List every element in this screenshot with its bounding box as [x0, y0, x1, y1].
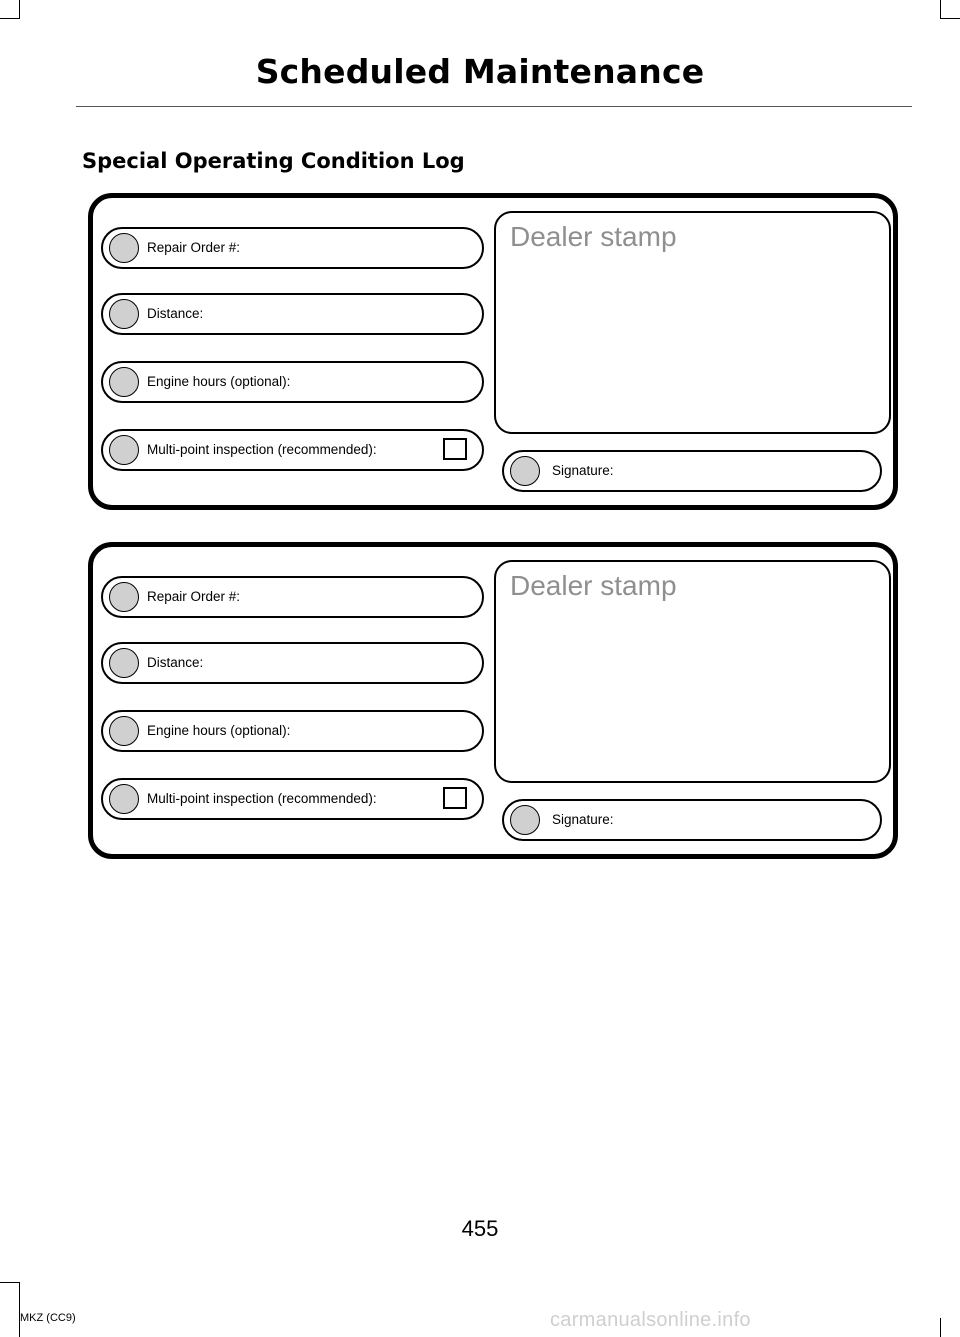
signature-field[interactable]: [502, 799, 882, 841]
bullet-circle-icon: [510, 456, 540, 486]
inspection-label: Multi-point inspection (recommended):: [147, 791, 377, 806]
bullet-circle-icon: [109, 233, 139, 263]
engine-hours-field[interactable]: [101, 710, 484, 752]
bullet-circle-icon: [109, 582, 139, 612]
crop-mark-top-right-h: [940, 18, 960, 19]
crop-mark-bottom-left-v: [19, 1282, 20, 1337]
dealer-stamp-box: [494, 560, 891, 783]
engine-hours-label: Engine hours (optional):: [147, 374, 291, 389]
inspection-field: [101, 429, 484, 471]
vehicle-model-code: MKZ (CC9): [20, 1312, 76, 1324]
page-number: 455: [461, 1216, 499, 1241]
engine-hours-field[interactable]: [101, 361, 484, 403]
crop-mark-top-right-v: [940, 0, 941, 18]
bullet-circle-icon: [109, 784, 139, 814]
section-title: Special Operating Condition Log: [82, 149, 465, 173]
inspection-label: Multi-point inspection (recommended):: [147, 442, 377, 457]
distance-label: Distance:: [147, 655, 204, 670]
distance-field[interactable]: [101, 293, 484, 335]
watermark: carmanualsonline.info: [550, 1309, 751, 1331]
distance-label: Distance:: [147, 306, 204, 321]
bullet-circle-icon: [109, 716, 139, 746]
header-divider: [76, 106, 912, 107]
page-header-title: Scheduled Maintenance: [255, 52, 705, 91]
log-card: [88, 542, 898, 859]
crop-mark-bottom-right-v: [940, 1318, 941, 1337]
inspection-checkbox[interactable]: [443, 787, 467, 809]
repair-order-label: Repair Order #:: [147, 240, 241, 255]
crop-mark-top-left-h: [0, 18, 20, 19]
log-card: [88, 193, 898, 510]
crop-mark-bottom-left-h: [0, 1282, 20, 1283]
repair-order-field[interactable]: [101, 227, 484, 269]
repair-order-label: Repair Order #:: [147, 589, 241, 604]
dealer-stamp-label: Dealer stamp: [510, 570, 677, 601]
dealer-stamp-box: [494, 211, 891, 434]
inspection-checkbox[interactable]: [443, 438, 467, 460]
crop-mark-top-left-v: [19, 0, 20, 18]
bullet-circle-icon: [510, 805, 540, 835]
distance-field[interactable]: [101, 642, 484, 684]
signature-label: Signature:: [552, 463, 614, 478]
repair-order-field[interactable]: [101, 576, 484, 618]
inspection-field: [101, 778, 484, 820]
signature-field[interactable]: [502, 450, 882, 492]
bullet-circle-icon: [109, 299, 139, 329]
bullet-circle-icon: [109, 648, 139, 678]
signature-label: Signature:: [552, 812, 614, 827]
bullet-circle-icon: [109, 367, 139, 397]
bullet-circle-icon: [109, 435, 139, 465]
engine-hours-label: Engine hours (optional):: [147, 723, 291, 738]
dealer-stamp-label: Dealer stamp: [510, 221, 677, 252]
